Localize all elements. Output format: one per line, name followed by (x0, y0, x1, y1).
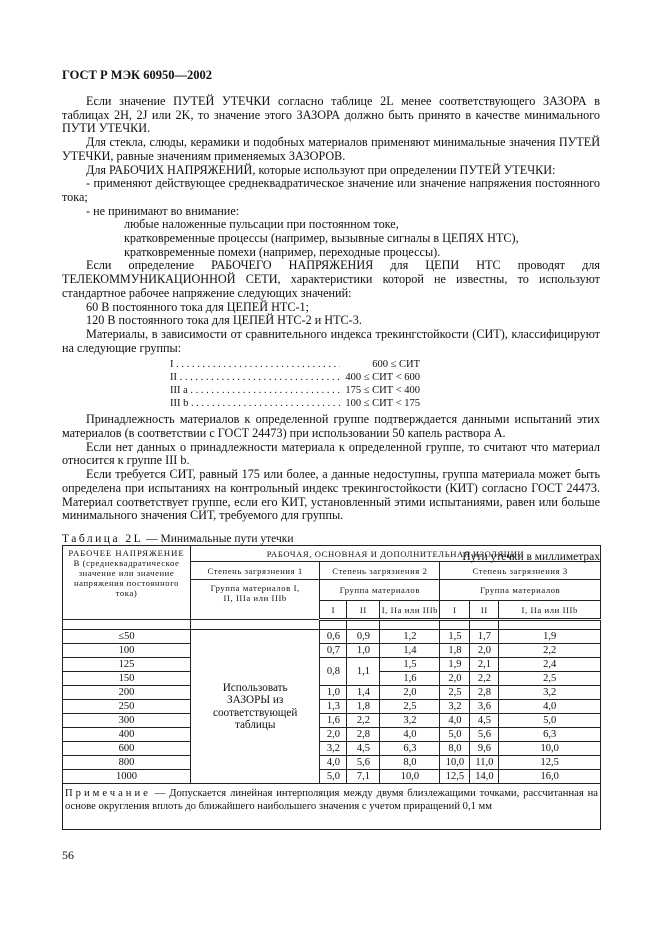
voltage-cell: 1000 (63, 770, 191, 784)
header-group-II: II (470, 601, 499, 620)
paragraph: Принадлежность материалов к определенной группе подтверждается данными испытаний этих материалов (в соответствии с ГОСТ 24473) при использовании 50 капель раствора А. (62, 412, 600, 441)
value-cell: 3,6 (470, 700, 499, 714)
value-cell: 1,3 (320, 700, 347, 714)
value-cell: 3,2 (440, 700, 470, 714)
header-group-III: I, IIa или IIIb (380, 601, 440, 620)
voltage-cell: 150 (63, 672, 191, 686)
value-cell: 0,9 (347, 630, 380, 644)
voltage-cell: 125 (63, 658, 191, 672)
table-row (63, 686, 601, 700)
value-cell: 0,6 (320, 630, 347, 644)
value-cell: 10,0 (440, 756, 470, 770)
use-clearances-cell: Использовать ЗАЗОРЫ из соответствующей таблицы (191, 630, 320, 784)
paragraph: Материалы, в зависимости от сравнительного индекса трекингстойкости (СИТ), классифицируют на следующие группы: (62, 326, 600, 355)
value-cell: 5,6 (470, 728, 499, 742)
value-cell: 1,9 (440, 658, 470, 672)
value-cell: 2,1 (470, 658, 499, 672)
value-cell: 2,5 (440, 686, 470, 700)
header-insulation: РАБОЧАЯ, ОСНОВНАЯ И ДОПОЛНИТЕЛЬНАЯ ИЗОЛЯЦИИ (191, 546, 601, 562)
value-cell: 2,4 (499, 658, 601, 672)
group-row (170, 358, 420, 371)
value-cell: 4,5 (347, 742, 380, 756)
value-cell: 1,8 (347, 700, 380, 714)
paragraph: - применяют действующее среднеквадратическое значение или значение напряжения постоянного тока; (62, 176, 600, 204)
paragraph: кратковременные помехи (например, переходные процессы). (124, 244, 441, 259)
value-cell: 8,0 (380, 756, 440, 770)
value-cell: 2,5 (380, 700, 440, 714)
value-cell: 0,8 (320, 658, 347, 686)
value-cell: 3,2 (320, 742, 347, 756)
page-number: 56 (62, 848, 74, 862)
group-label: II . . . (170, 371, 340, 384)
table-units: Пути утечки в миллиметрах (462, 550, 600, 563)
value-cell: 1,5 (440, 630, 470, 644)
value-cell: 12,5 (499, 756, 601, 770)
value-cell: 1,4 (380, 644, 440, 658)
value-cell: 5,0 (320, 770, 347, 784)
material-groups-list (170, 358, 420, 410)
paragraph: Для стекла, слюды, керамики и подобных материалов применяют минимальные значения ПУТЕЙ УТЕЧКИ, равные значениям применяемых ЗАЗОРОВ. (62, 135, 600, 163)
value-cell: 5,0 (440, 728, 470, 742)
table-row (63, 728, 601, 742)
group-row (170, 371, 420, 384)
paragraph: Если значение ПУТЕЙ УТЕЧКИ согласно таблице 2L менее соответствующего ЗАЗОРА в таблицах 2H, 2J или 2K, то значение этого ЗАЗОРА должно быть принято в качестве минимального ПУТИ УТЕЧКИ. (62, 94, 600, 136)
value-cell: 2,0 (470, 644, 499, 658)
paragraph: любые наложенные пульсации при постоянном токе, (124, 217, 399, 232)
value-cell: 1,6 (320, 714, 347, 728)
header-pollution-degree-3: Степень загрязнения 3 (440, 562, 601, 580)
header-pollution-degree-1: Степень загрязнения 1 (191, 562, 320, 580)
value-cell: 2,0 (380, 686, 440, 700)
value-cell: 0,7 (320, 644, 347, 658)
value-cell: 2,2 (470, 672, 499, 686)
value-cell: 4,0 (320, 756, 347, 770)
value-cell: 10,0 (499, 742, 601, 756)
value-cell: 1,0 (347, 644, 380, 658)
table-row (63, 770, 601, 784)
creepage-table (62, 545, 601, 830)
body-text (62, 95, 600, 564)
value-cell: 16,0 (499, 770, 601, 784)
paragraph: Если определение РАБОЧЕГО НАПРЯЖЕНИЯ для ЦЕПИ НТС проводят для ТЕЛЕКОММУНИКАЦИОННОЙ СЕТИ, характеристики которой не известны, то используют стандартное рабочее напряжение следующих значений: (62, 258, 600, 300)
document-header: ГОСТ Р МЭК 60950—2002 (62, 68, 212, 82)
header-group-I: I (320, 601, 347, 620)
value-cell: 3,2 (380, 714, 440, 728)
voltage-cell: 100 (63, 644, 191, 658)
group-label: III b . . . (170, 397, 340, 410)
value-cell: 1,8 (440, 644, 470, 658)
value-cell: 1,9 (499, 630, 601, 644)
header-pollution-degree-2: Степень загрязнения 2 (320, 562, 440, 580)
value-cell: 1,5 (380, 658, 440, 672)
group-range: 100 ≤ СИТ < 175 (345, 398, 420, 410)
value-cell: 4,0 (380, 728, 440, 742)
voltage-cell: 400 (63, 728, 191, 742)
table-row (63, 644, 601, 658)
value-cell: 2,5 (499, 672, 601, 686)
voltage-cell: 800 (63, 756, 191, 770)
table-row (63, 630, 601, 644)
group-range: 400 ≤ СИТ < 600 (345, 372, 420, 384)
value-cell: 2,8 (470, 686, 499, 700)
value-cell: 2,8 (347, 728, 380, 742)
value-cell: 1,6 (380, 672, 440, 686)
value-cell: 1,4 (347, 686, 380, 700)
table-row (63, 714, 601, 728)
paragraph: - не принимают во внимание: (86, 203, 240, 218)
group-row (170, 397, 420, 410)
table-row (63, 756, 601, 770)
value-cell: 4,0 (499, 700, 601, 714)
paragraph: Если требуется СИТ, равный 175 или более, а данные недоступны, группа материала может быть определена при испытаниях на контрольный индекс трекингостойкости (КИТ) согласно ГОСТ 24473. Материал соответствует группе, если его КИТ, установленный этими испытаниями, равен или больше минимального значения СИТ, требуемого для группы. (62, 467, 600, 523)
paragraph: 60 В постоянного тока для ЦЕПЕЙ НТС-1; (86, 299, 309, 314)
voltage-cell: 300 (63, 714, 191, 728)
group-row (170, 384, 420, 397)
voltage-cell: 600 (63, 742, 191, 756)
group-label: III a . . . (170, 384, 340, 397)
value-cell: 12,5 (440, 770, 470, 784)
paragraph: Для РАБОЧИХ НАПРЯЖЕНИЙ, которые используют при определении ПУТЕЙ УТЕЧКИ: (86, 162, 556, 177)
value-cell: 5,6 (347, 756, 380, 770)
voltage-cell: 250 (63, 700, 191, 714)
table-note: Примечание — Допускается линейная интерполяция между двумя близлежащими точками, рассчитанная на основе округления вплоть до ближайшего наибольшего значения с учетом приращений 0,1 мм (63, 784, 601, 830)
paragraph: Если нет данных о принадлежности материала к определенной группе, то считают что материал относится к группе III b. (62, 439, 600, 468)
table-caption: Таблица 2L — Минимальные пути утечки (62, 532, 294, 545)
value-cell: 8,0 (440, 742, 470, 756)
group-range: 175 ≤ СИТ < 400 (345, 385, 420, 397)
value-cell: 6,3 (380, 742, 440, 756)
header-material-group-3: Группа материалов (440, 580, 601, 601)
value-cell: 9,6 (470, 742, 499, 756)
header-material-group-2: Группа материалов (320, 580, 440, 601)
table-row (63, 700, 601, 714)
group-label: I . . . (170, 358, 340, 371)
table-row (63, 658, 601, 672)
value-cell: 4,5 (470, 714, 499, 728)
value-cell: 6,3 (499, 728, 601, 742)
header-group-III: I, IIa или IIIb (499, 601, 601, 620)
value-cell: 1,0 (320, 686, 347, 700)
value-cell: 14,0 (470, 770, 499, 784)
value-cell: 1,7 (470, 630, 499, 644)
value-cell: 2,0 (320, 728, 347, 742)
header-material-group-1: Группа материалов I, II, IIIa или IIIb (191, 580, 320, 620)
value-cell: 11,0 (470, 756, 499, 770)
value-cell: 1,2 (380, 630, 440, 644)
table-row (63, 742, 601, 756)
value-cell: 5,0 (499, 714, 601, 728)
value-cell: 2,2 (499, 644, 601, 658)
value-cell: 3,2 (499, 686, 601, 700)
value-cell: 4,0 (440, 714, 470, 728)
value-cell: 10,0 (380, 770, 440, 784)
value-cell: 2,2 (347, 714, 380, 728)
value-cell: 2,0 (440, 672, 470, 686)
header-working-voltage: РАБОЧЕЕ НАПРЯЖЕНИЕ В (среднеквадратическое значение или значение напряжения постоянного тока) (63, 546, 191, 620)
value-cell: 1,1 (347, 658, 380, 686)
group-range: 600 ≤ СИТ (372, 359, 420, 371)
paragraph: кратковременные процессы (например, вызывные сигналы в ЦЕПЯХ НТС), (124, 231, 519, 246)
header-group-II: II (347, 601, 380, 620)
header-group-I: I (440, 601, 470, 620)
paragraph: 120 В постоянного тока для ЦЕПЕЙ НТС-2 и НТС-3. (86, 313, 362, 328)
voltage-cell: ≤50 (63, 630, 191, 644)
value-cell: 7,1 (347, 770, 380, 784)
voltage-cell: 200 (63, 686, 191, 700)
